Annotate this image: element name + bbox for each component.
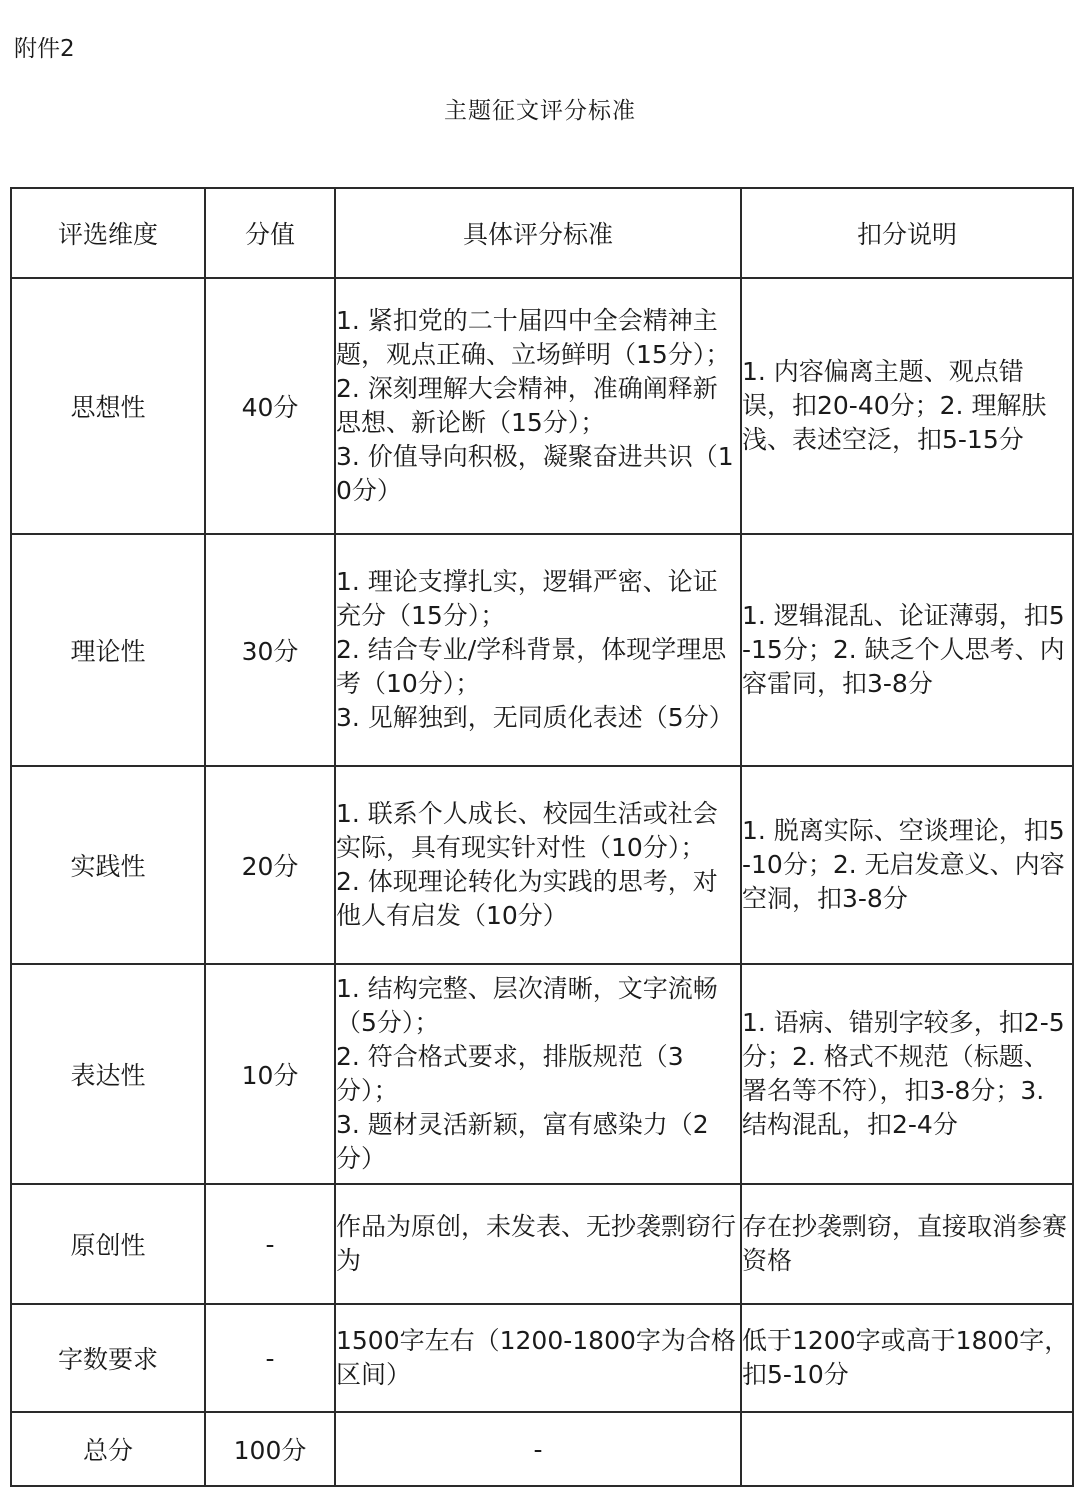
deduction-cell: 1. 内容偏离主题、观点错误，扣20-40分；2. 理解肤浅、表述空泛，扣5-15分 <box>741 278 1073 534</box>
attachment-label: 附件2 <box>14 36 75 62</box>
dimension-cell: 实践性 <box>11 766 205 964</box>
dimension-cell: 理论性 <box>11 534 205 766</box>
dimension-cell: 原创性 <box>11 1184 205 1304</box>
standard-item: 2. 符合格式要求，排版规范（3分）； <box>336 1042 684 1105</box>
standard-item: 1500字左右（1200-1800字为合格区间） <box>336 1326 736 1389</box>
score-cell: 20分 <box>205 766 335 964</box>
table-row <box>11 1184 1073 1304</box>
score-cell: 10分 <box>205 964 335 1184</box>
standards-cell <box>335 964 741 1184</box>
standard-item: 1. 结构完整、层次清晰，文字流畅（5分）； <box>336 974 718 1037</box>
page-title: 主题征文评分标准 <box>444 98 636 124</box>
table-row <box>11 278 1073 534</box>
deduction-cell: 1. 逻辑混乱、论证薄弱，扣5-15分；2. 缺乏个人思考、内容雷同，扣3-8分 <box>741 534 1073 766</box>
standard-item: 作品为原创，未发表、无抄袭剽窃行为 <box>336 1212 737 1275</box>
standard-item: 3. 价值导向积极，凝聚奋进共识（10分） <box>336 442 734 505</box>
table-row <box>11 1304 1073 1412</box>
header-score: 分值 <box>205 188 335 278</box>
standards-cell <box>335 1304 741 1412</box>
scoring-table <box>10 187 1074 1487</box>
table-row <box>11 766 1073 964</box>
table-row <box>11 534 1073 766</box>
standard-item: 2. 体现理论转化为实践的思考，对他人有启发（10分） <box>336 867 718 930</box>
score-cell: 30分 <box>205 534 335 766</box>
dimension-cell: 字数要求 <box>11 1304 205 1412</box>
total-label: 总分 <box>11 1412 205 1486</box>
deduction-cell: 1. 脱离实际、空谈理论，扣5-10分；2. 无启发意义、内容空洞，扣3-8分 <box>741 766 1073 964</box>
standard-item: 3. 见解独到，无同质化表述（5分） <box>336 703 734 732</box>
score-cell: - <box>205 1184 335 1304</box>
standard-item: 2. 结合专业/学科背景，体现学理思考（10分）； <box>336 635 727 698</box>
score-cell: 40分 <box>205 278 335 534</box>
standard-item: 1. 理论支撑扎实，逻辑严密、论证充分（15分）； <box>336 567 718 630</box>
dimension-cell: 表达性 <box>11 964 205 1184</box>
standard-item: 1. 紧扣党的二十届四中全会精神主题，观点正确、立场鲜明（15分）； <box>336 306 731 369</box>
header-dimension: 评选维度 <box>11 188 205 278</box>
table-row <box>11 964 1073 1184</box>
score-cell: - <box>205 1304 335 1412</box>
header-deduction: 扣分说明 <box>741 188 1073 278</box>
deduction-cell: 存在抄袭剽窃，直接取消参赛资格 <box>741 1184 1073 1304</box>
deduction-cell: 1. 语病、错别字较多，扣2-5分；2. 格式不规范（标题、署名等不符），扣3-8分；3. 结构混乱，扣2-4分 <box>741 964 1073 1184</box>
total-deduction <box>741 1412 1073 1486</box>
total-standards: - <box>335 1412 741 1486</box>
standard-item: 1. 联系个人成长、校园生活或社会实际，具有现实针对性（10分）； <box>336 799 718 862</box>
standard-item: 2. 深刻理解大会精神，准确阐释新思想、新论断（15分）； <box>336 374 718 437</box>
standards-cell <box>335 278 741 534</box>
deduction-cell: 低于1200字或高于1800字，扣5-10分 <box>741 1304 1073 1412</box>
total-row <box>11 1412 1073 1486</box>
standards-cell <box>335 766 741 964</box>
standard-item: 3. 题材灵活新颖，富有感染力（2分） <box>336 1110 709 1173</box>
standards-cell <box>335 534 741 766</box>
header-standards: 具体评分标准 <box>335 188 741 278</box>
table-header-row <box>11 188 1073 278</box>
dimension-cell: 思想性 <box>11 278 205 534</box>
total-score: 100分 <box>205 1412 335 1486</box>
standards-cell <box>335 1184 741 1304</box>
